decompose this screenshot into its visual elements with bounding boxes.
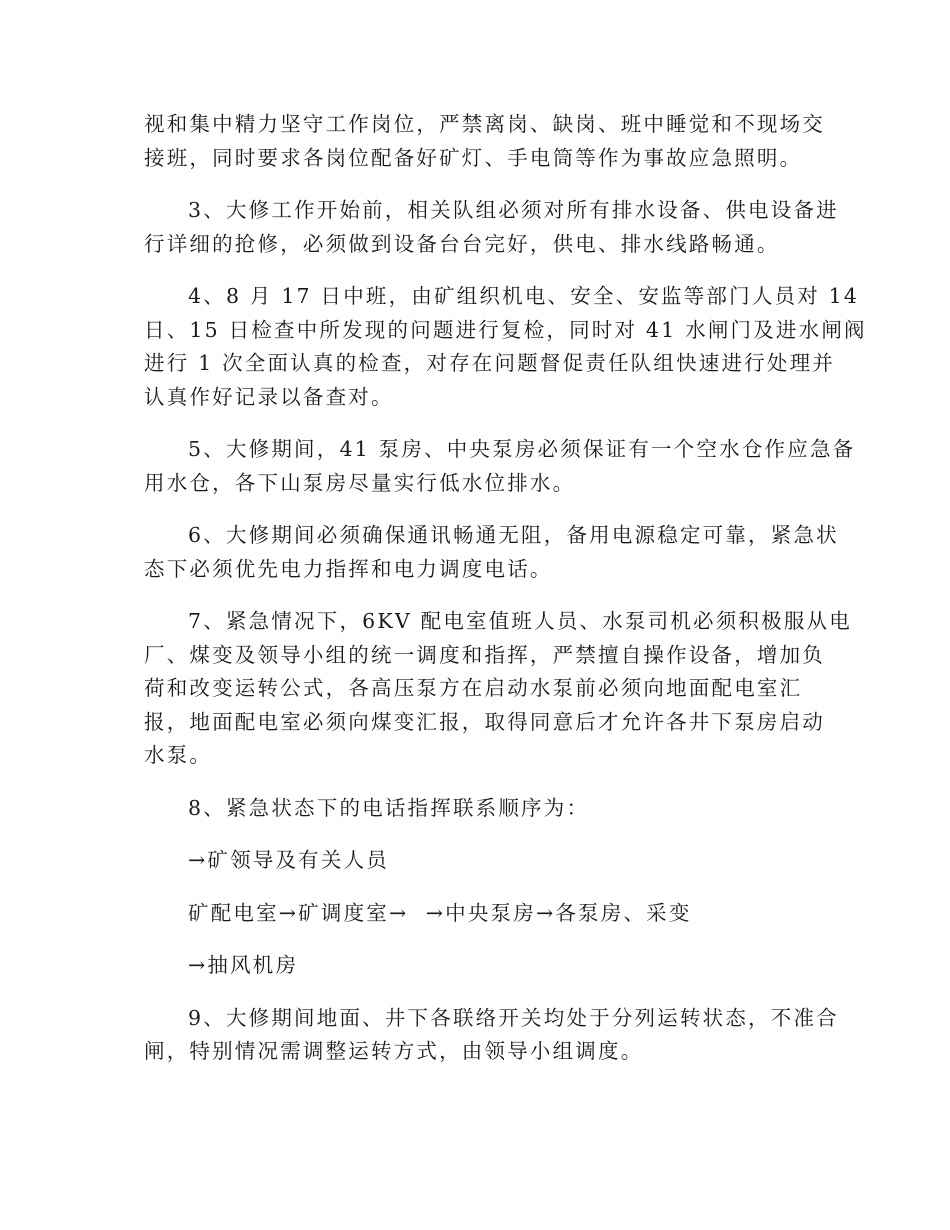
text-line: 用水仓，各下山泵房尽量实行低水位排水。 bbox=[144, 470, 576, 495]
text-line: 认真作好记录以备查对。 bbox=[144, 384, 394, 409]
text-line: 5、大修期间，41 泵房、中央泵房必须保证有一个空水仓作应急备 bbox=[188, 437, 856, 461]
text-line: 厂、煤变及领导小组的统一调度和指挥，严禁擅自操作设备，增加负 bbox=[144, 642, 825, 667]
text-line: 行详细的抢修，必须做到设备台台完好，供电、排水线路畅通。 bbox=[144, 231, 780, 256]
text-line: 接班，同时要求各岗位配备好矿灯、手电筒等作为事故应急照明。 bbox=[144, 145, 803, 170]
paragraph-item-9 bbox=[144, 1002, 839, 1069]
paragraph-item-8 bbox=[144, 792, 812, 826]
text-line: 4、8 月 17 日中班，由矿组织机电、安全、安监等部门人员对 14 bbox=[188, 284, 860, 308]
text-line: 7、紧急情况下，6KV 配电室值班人员、水泵司机必须积极服从电 bbox=[188, 609, 852, 633]
text-line: 闸，特别情况需调整运转方式，由领导小组调度。 bbox=[144, 1039, 644, 1063]
paragraph-item-5 bbox=[144, 433, 856, 500]
paragraph-item-7 bbox=[144, 605, 852, 773]
text-line: 9、大修期间地面、井下各联络开关均处于分列运转状态，不准合 bbox=[188, 1005, 839, 1030]
text-line: 3、大修工作开始前，相关队组必须对所有排水设备、供电设备进 bbox=[188, 198, 839, 222]
paragraph-item-3 bbox=[144, 194, 839, 261]
text-line: 日、15 日检查中所发现的问题进行复检，同时对 41 水闸门及进水闸阀 bbox=[144, 317, 867, 342]
text-line: 水泵。 bbox=[144, 743, 213, 767]
text-line: 报，地面配电室必须向煤变汇报，取得同意后才允许各井下泵房启动 bbox=[144, 709, 825, 734]
contact-flow-line-3: →抽风机房 bbox=[188, 953, 299, 977]
text-line: 8、紧急状态下的电话指挥联系顺序为： bbox=[188, 795, 590, 820]
contact-flow-line-1: →矿领导及有关人员 bbox=[188, 848, 389, 872]
paragraph-item-6 bbox=[144, 519, 839, 586]
contact-flow-line-2: 矿配电室→矿调度室→ →中央泵房→各泵房、采变 bbox=[188, 900, 692, 925]
paragraph-continuation bbox=[144, 108, 825, 175]
text-line: 态下必须优先电力指挥和电力调度电话。 bbox=[144, 556, 553, 581]
text-line: 视和集中精力坚守工作岗位，严禁离岗、缺岗、班中睡觉和不现场交 bbox=[144, 112, 825, 136]
text-line: 6、大修期间必须确保通讯畅通无阻，备用电源稳定可靠，紧急状 bbox=[188, 523, 839, 547]
text-line: 进行 1 次全面认真的检查，对存在问题督促责任队组快速进行处理并 bbox=[144, 351, 835, 375]
document-page bbox=[144, 108, 867, 1088]
paragraph-item-4 bbox=[144, 280, 867, 414]
text-line: 荷和改变运转公式，各高压泵方在启动水泵前必须向地面配电室汇 bbox=[144, 676, 803, 700]
